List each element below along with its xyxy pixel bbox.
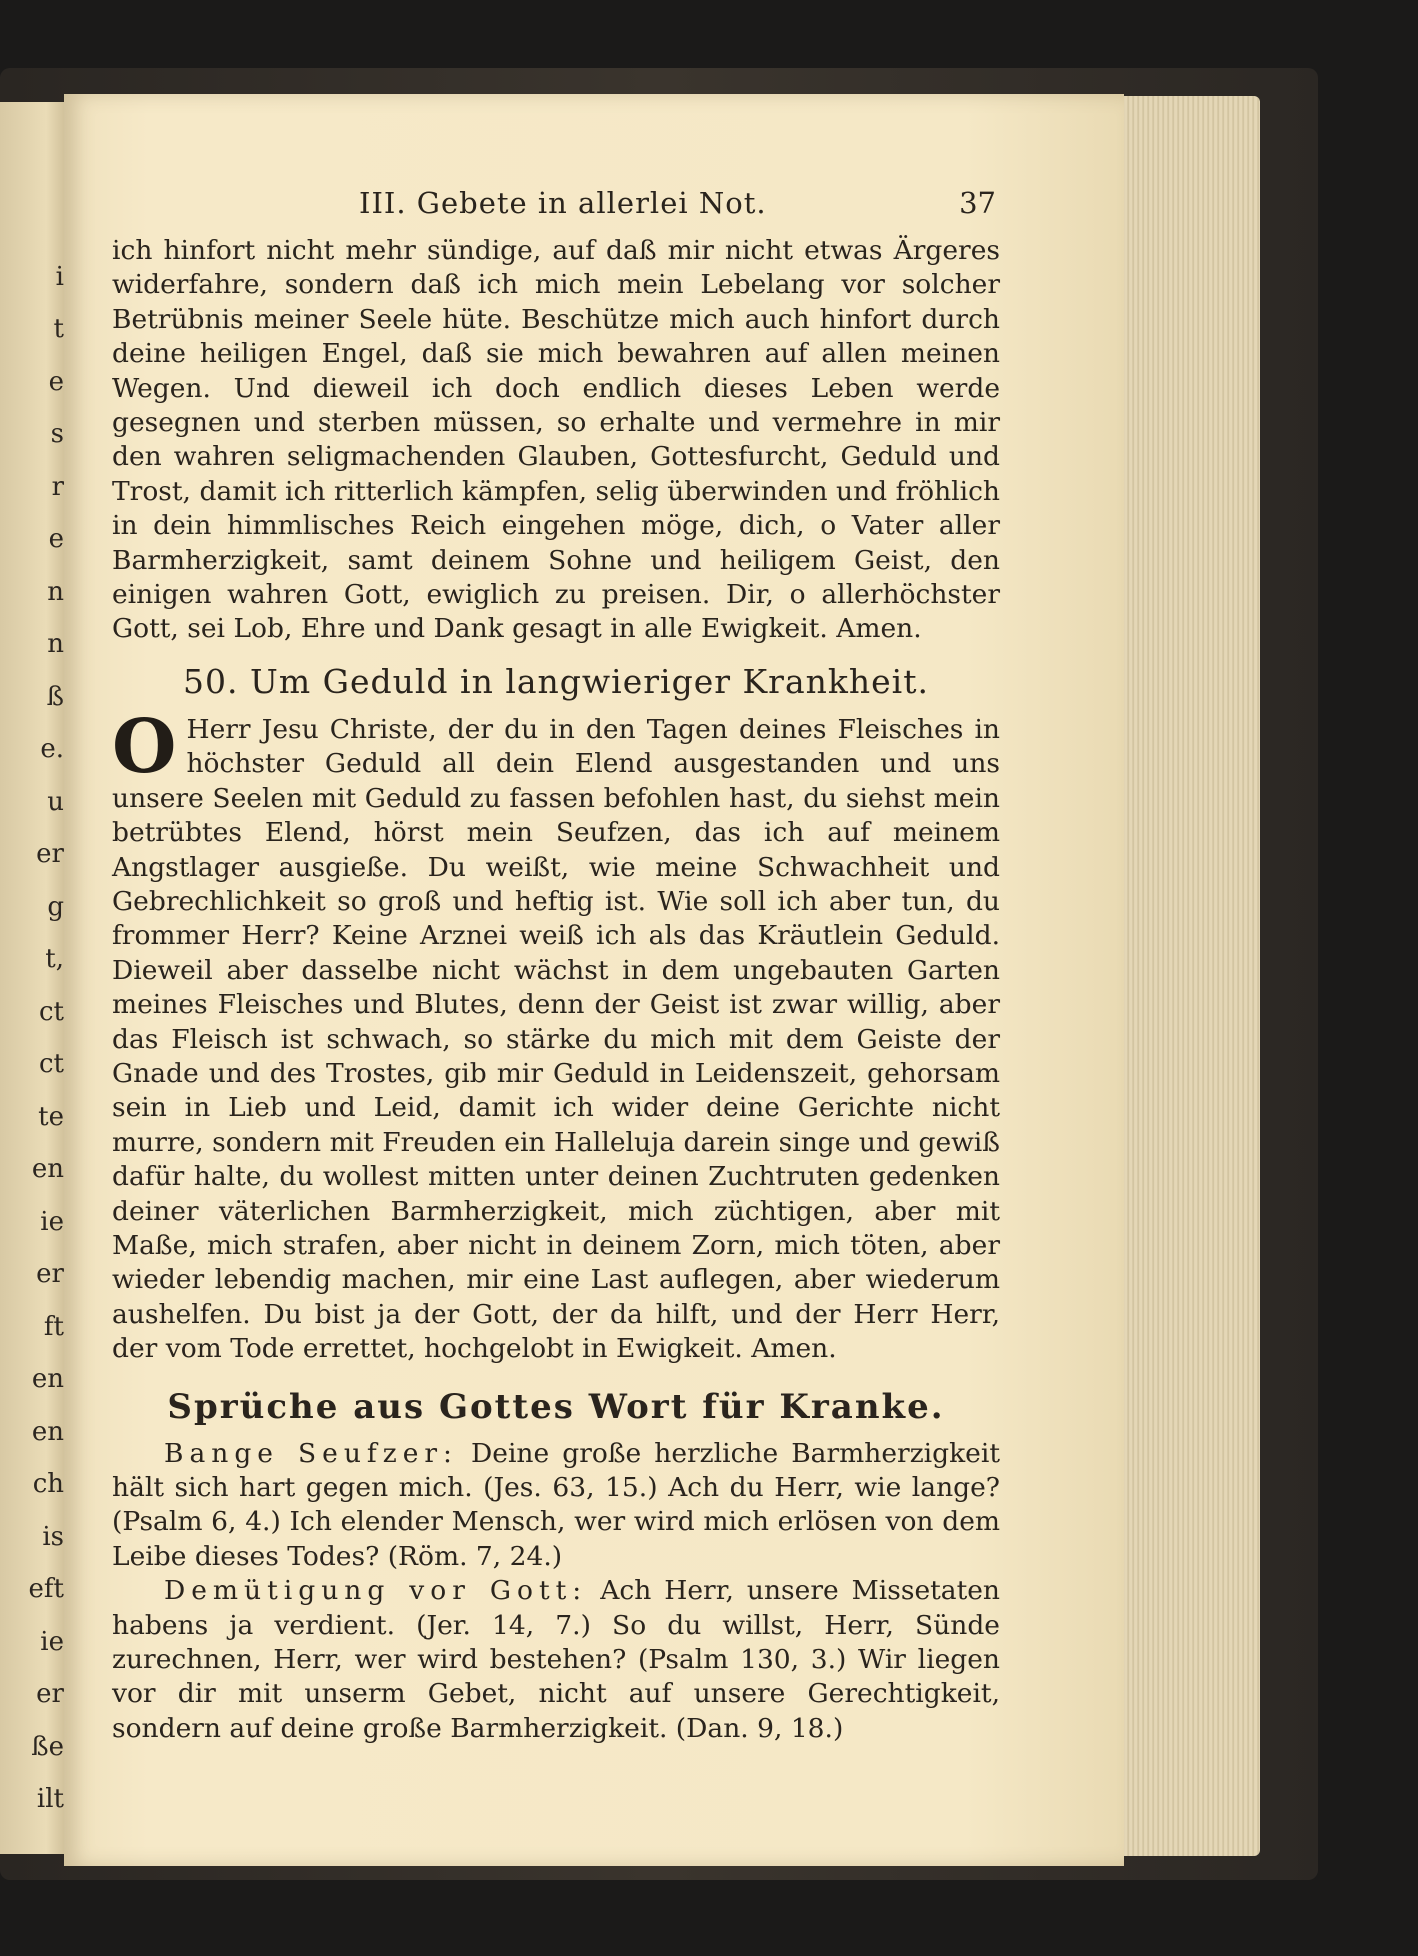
left-page-fragment: e	[48, 366, 64, 397]
left-page-fragment: is	[42, 1521, 64, 1552]
left-page-fragment: ft	[43, 1311, 64, 1342]
spruch-label: Bange Seufzer:	[164, 1437, 458, 1469]
left-page-fragment: t	[53, 314, 64, 345]
left-page-fragment: te	[38, 1101, 64, 1132]
left-page-fragment: s	[50, 419, 64, 450]
left-page-fragment: n	[47, 629, 64, 660]
left-page-fragment: t,	[45, 944, 64, 975]
left-page-fragment: ch	[32, 1469, 64, 1500]
page-text	[112, 234, 1000, 1746]
page-number: 37	[959, 186, 996, 220]
left-page-fragment: ct	[38, 1049, 64, 1080]
page-edges	[1110, 96, 1260, 1856]
left-page-fragment: ß	[46, 681, 64, 712]
running-head	[64, 186, 1004, 226]
left-page-fragment: eft	[28, 1574, 64, 1605]
left-page-fragment: e	[48, 524, 64, 555]
left-page-fragment: i	[55, 262, 64, 292]
spruch-entry	[112, 1437, 1000, 1575]
left-page-fragment: r	[51, 471, 64, 502]
section-50-body	[112, 703, 1000, 1367]
spruch-entry	[112, 1574, 1000, 1746]
left-page-fragment: en	[31, 1364, 64, 1395]
left-page-fragment: ilt	[36, 1784, 64, 1815]
spruch-label: Demütigung vor Gott:	[164, 1575, 588, 1607]
dropcap: O	[112, 703, 177, 790]
left-page-fragment: n	[47, 576, 64, 607]
running-title: III. Gebete in allerlei Not.	[359, 186, 767, 220]
section-50-text: Herr Jesu Christe, der du in den Tagen deines Fleisches in höchster Geduld all dein Elend ausgestanden und uns unsere Seelen mit Geduld zu fassen befohlen hast, du siehst mein betrübtes Elend, hörst mein Seufzen, das ich auf meinem Angstlager ausgieße. Du weißt, wie meine Schwachheit und Gebrechlichkeit so groß und heftig ist. Wie soll ich aber tun, du frommer Herr? Keine Arznei weiß ich als das Kräutlein Geduld. Dieweil aber dasselbe nicht wächst in dem ungebauten Garten meines Fleisches und Blutes, denn der Geist ist zwar willig, aber das Fleisch ist schwach, so stärke du mich mit dem Geiste der Gnade und des Trostes, gib mir Geduld in Leidenszeit, gehorsam sein in Lieb und Leid, damit ich wider deine Gerichte nicht murre, sondern mit Freuden ein Halleluja darein singe und gewiß dafür halte, du wollest mitten unter deinen Zuchtruten gedenken deiner väterlichen Barmherzigkeit, mich züchtigen, aber mit Maße, mich strafen, aber nicht in deinem Zorn, mich töten, aber wieder lebendig machen, mir eine Last auflegen, aber wiederum aushelfen. Du bist ja der Gott, der da hilft, und der Herr Herr, der vom Tode errettet, hochgelobt in Ewigkeit. Amen.	[112, 713, 1000, 1365]
left-page-fragment: ie	[40, 1626, 64, 1657]
opening-paragraph: ich hinfort nicht mehr sündige, auf daß mir nicht etwas Ärgeres widerfahre, sondern daß ich mich mein Lebelang vor solcher Betrübnis meiner Seele hüte. Beschütze mich auch hinfort durch deine heiligen Engel, daß sie mich bewahren auf allen meinen Wegen. Und dieweil ich doch endlich dieses Leben werde gesegnen und sterben müssen, so erhalte und vermehre in mir den wahren seligmachenden Glauben, Gottesfurcht, Geduld und Trost, damit ich ritterlich kämpfen, selig überwinden und fröhlich in dein himmlisches Reich eingehen möge, dich, o Vater aller Barmherzigkeit, samt deinem Sohne und heiligem Geist, den einigen wahren Gott, ewiglich zu preisen. Dir, o allerhöchster Gott, sei Lob, Ehre und Dank gesagt in alle Ewigkeit. Amen.	[112, 235, 1000, 645]
left-page-fragment: en	[31, 1154, 64, 1185]
section-heading-50: 50. Um Geduld in langwieriger Krankheit.	[183, 661, 929, 701]
left-page-edge	[0, 102, 66, 1854]
left-page-fragment: ße	[31, 1731, 64, 1762]
left-page-fragment: en	[31, 1416, 64, 1447]
spruch-text: Ach Herr, unsere Missetaten habens ja verdient. (Jer. 14, 7.) So du willst, Herr, Sünde zurechnen, Herr, wer wird bestehen? (Psalm 130, 3.) Wir liegen vor dir mit unserm Gebet, nicht auf unsere Gerechtigkeit, sondern auf deine große Barmherzigkeit. (Dan. 9, 18.)	[112, 1575, 1000, 1744]
left-page-fragment: ct	[38, 996, 64, 1027]
left-page-fragment: er	[36, 839, 64, 870]
left-page-fragment: er	[36, 1679, 64, 1710]
left-page-fragment: g	[47, 891, 64, 922]
left-page-fragment: e.	[40, 734, 64, 765]
sprueche-heading: Sprüche aus Gottes Wort für Kranke.	[167, 1386, 945, 1427]
left-page-fragment: ie	[40, 1206, 64, 1237]
left-page-fragment: er	[36, 1259, 64, 1290]
left-page-fragment: u	[47, 786, 64, 817]
spruch-text: Deine große herzliche Barmherzigkeit hält sich hart gegen mich. (Jes. 63, 15.) Ach du Herr, wie lange? (Psalm 6, 4.) Ich elender Mensch, wer wird mich erlösen von dem Leibe dieses Todes? (Röm. 7, 24.)	[112, 1437, 1000, 1572]
